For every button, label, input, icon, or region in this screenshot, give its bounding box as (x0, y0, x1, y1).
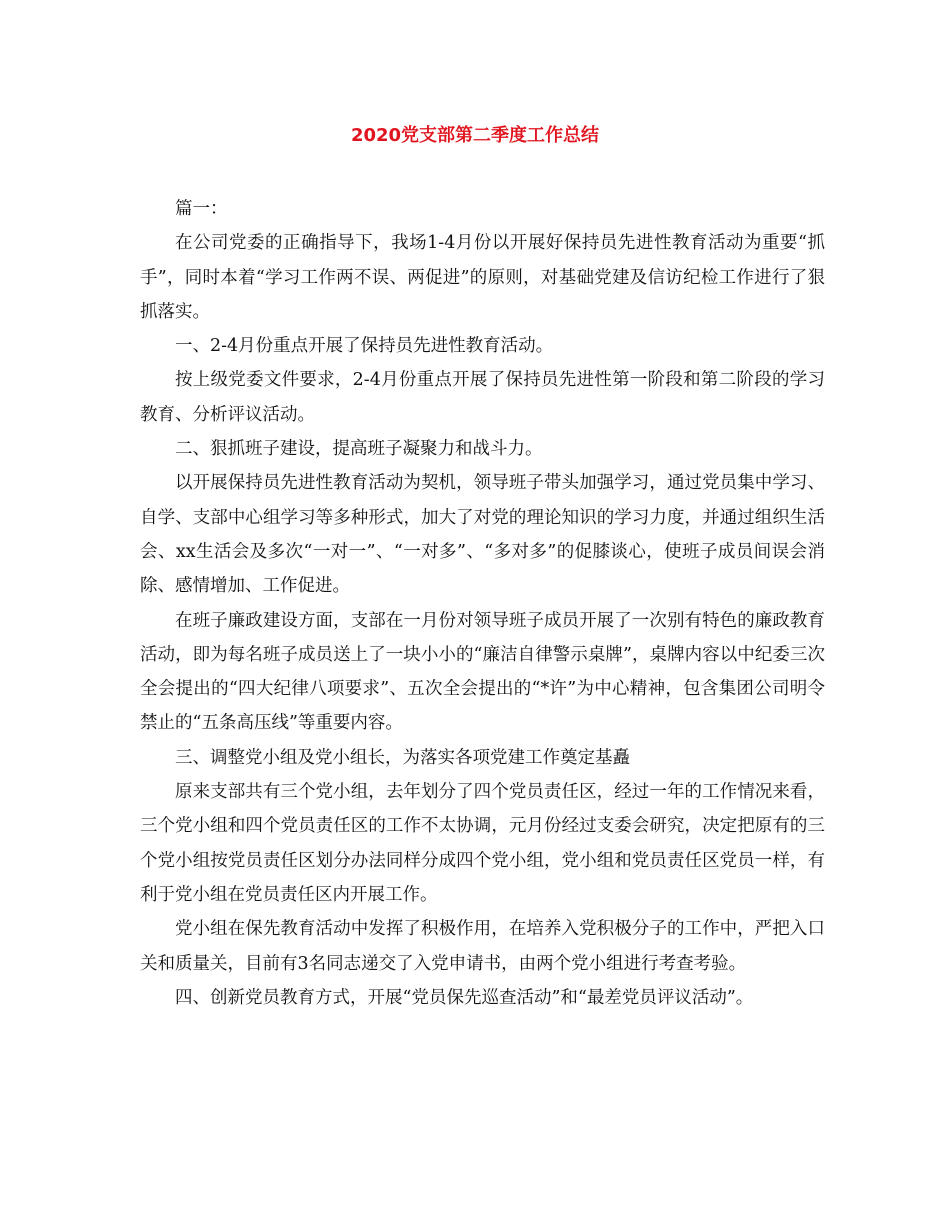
section-heading: 三、调整党小组及党小组长，为落实各项党建工作奠定基矗 (175, 747, 630, 768)
section-heading: 四、创新党员教育方式，开展“党员保先巡查活动”和“最差党员评议活动”。 (175, 987, 754, 1008)
document-title: 2020党支部第二季度工作总结 (350, 125, 600, 146)
section-heading: 一、2-4月份重点开展了保持员先进性教育活动。 (175, 336, 554, 357)
document-body (140, 192, 825, 1015)
paragraph: 篇一： (175, 199, 228, 219)
paragraph: 按上级党委文件要求，2-4月份重点开展了保持员先进性第一阶段和第二阶段的学习教育、分析评议活动。 (140, 370, 825, 425)
paragraph: 以开展保持员先进性教育活动为契机，领导班子带头加强学习，通过党员集中学习、自学、支部中心组学习等多种形式，加大了对党的理论知识的学习力度，并通过组织生活会、xx生活会及多次“一对一”、“一对多”、“多对多”的促膝谈心，使班子成员间误会消除、感情增加、工作促进。 (140, 473, 825, 597)
paragraph: 在公司党委的正确指导下，我场1-4月份以开展好保持员先进性教育活动为重要“抓手”，同时本着“学习工作两不误、两促进”的原则，对基础党建及信访纪检工作进行了狠抓落实。 (140, 233, 825, 322)
section-heading: 二、狠抓班子建设，提高班子凝聚力和战斗力。 (175, 439, 543, 460)
paragraph: 原来支部共有三个党小组，去年划分了四个党员责任区，经过一年的工作情况来看，三个党小组和四个党员责任区的工作不太协调，元月份经过支委会研究，决定把原有的三个党小组按党员责任区划分办法同样分成四个党小组，党小组和党员责任区党员一样，有利于党小组在党员责任区内开展工作。 (140, 782, 825, 905)
paragraph: 党小组在保先教育活动中发挥了积极作用，在培养入党积极分子的工作中，严把入口关和质量关，目前有3名同志递交了入党申请书，由两个党小组进行考查考验。 (140, 919, 825, 974)
paragraph: 在班子廉政建设方面，支部在一月份对领导班子成员开展了一次别有特色的廉政教育活动，即为每名班子成员送上了一块小小的“廉洁自律警示桌牌”，桌牌内容以中纪委三次全会提出的“四大纪律八项要求”、五次全会提出的“*许”为中心精神，包含集团公司明令禁止的“五条高压线”等重要内容。 (140, 610, 825, 734)
